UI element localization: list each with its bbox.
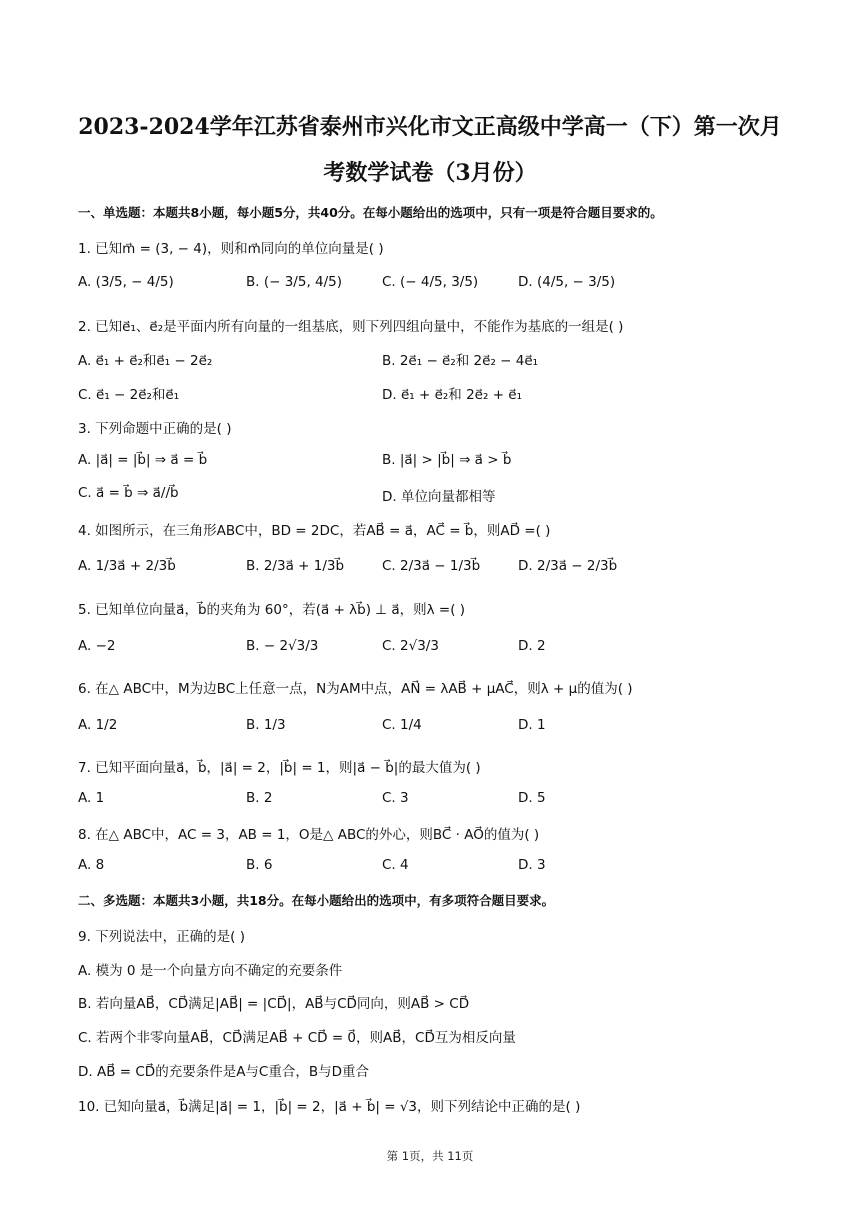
question-2-option-b: B. 2e⃗₁ − e⃗₂和 2e⃗₂ − 4e⃗₁ (382, 353, 539, 369)
exam-title-line2: 考数学试卷（3月份） (323, 160, 537, 186)
question-9-stem: 9. 下列说法中，正确的是( ) (78, 929, 245, 945)
question-8-option-b: B. 6 (246, 857, 273, 873)
question-5-option-c: C. 2√3/3 (382, 638, 439, 654)
question-8-option-d: D. 3 (518, 857, 546, 873)
question-4-option-c: C. 2/3a⃗ − 1/3b⃗ (382, 558, 481, 574)
question-1-option-c: C. (− 4/5, 3/5) (382, 274, 479, 290)
question-5-option-a: A. −2 (78, 638, 116, 654)
question-6-option-d: D. 1 (518, 717, 546, 733)
question-7-stem: 7. 已知平面向量a⃗，b⃗，|a⃗| = 2，|b⃗| = 1，则|a⃗ − b⃗|的最大值为( ) (78, 760, 481, 776)
question-1-option-d: D. (4/5, − 3/5) (518, 274, 616, 290)
question-3-option-b: B. |a⃗| > |b⃗| ⇒ a⃗ > b⃗ (382, 452, 512, 468)
page-footer: 第 1页，共 11页 (386, 1149, 474, 1163)
question-6-option-c: C. 1/4 (382, 717, 422, 733)
question-5-option-d: D. 2 (518, 638, 546, 654)
exam-title-line1: 2023-2024学年江苏省泰州市兴化市文正高级中学高一（下）第一次月 (78, 114, 782, 140)
question-3-option-d: D. 单位向量都相等 (382, 489, 496, 505)
question-4-option-d: D. 2/3a⃗ − 2/3b⃗ (518, 558, 618, 574)
question-2-option-a: A. e⃗₁ + e⃗₂和e⃗₁ − 2e⃗₂ (78, 353, 213, 369)
question-9-option-b: B. 若向量AB⃗，CD⃗满足|AB⃗| = |CD⃗|，AB⃗与CD⃗同向，则AB⃗ > CD⃗ (78, 996, 470, 1012)
question-9-option-d: D. AB⃗ = CD⃗的充要条件是A与C重合，B与D重合 (78, 1064, 370, 1080)
section-single-choice-header: 一、单选题：本题共8小题，每小题5分，共40分。在每小题给出的选项中，只有一项是符合题目要求的。 (78, 205, 663, 220)
question-7-option-b: B. 2 (246, 790, 273, 806)
question-9-option-c: C. 若两个非零向量AB⃗，CD⃗满足AB⃗ + CD⃗ = 0⃗，则AB⃗，CD⃗互为相反向量 (78, 1030, 516, 1046)
question-4-stem: 4. 如图所示，在三角形ABC中，BD = 2DC，若AB⃗ = a⃗，AC⃗ = b⃗，则AD⃗ =( ) (78, 523, 551, 539)
question-6-stem: 6. 在△ ABC中，M为边BC上任意一点，N为AM中点，AN⃗ = λAB⃗ + μAC⃗，则λ + μ的值为( ) (78, 681, 633, 697)
question-3-option-a: A. |a⃗| = |b⃗| ⇒ a⃗ = b⃗ (78, 452, 208, 468)
question-2-option-c: C. e⃗₁ − 2e⃗₂和e⃗₁ (78, 387, 180, 403)
question-8-stem: 8. 在△ ABC中，AC = 3，AB = 1，O是△ ABC的外心，则BC⃗ · AO⃗的值为( ) (78, 827, 540, 843)
question-8-option-c: C. 4 (382, 857, 409, 873)
question-9-option-a: A. 模为 0 是一个向量方向不确定的充要条件 (78, 963, 343, 979)
question-6-option-a: A. 1/2 (78, 717, 118, 733)
question-4-option-a: A. 1/3a⃗ + 2/3b⃗ (78, 558, 176, 574)
question-1-option-b: B. (− 3/5, 4/5) (246, 274, 343, 290)
question-3-option-c: C. a⃗ = b⃗ ⇒ a⃗//b⃗ (78, 485, 179, 501)
question-7-option-d: D. 5 (518, 790, 546, 806)
section-multiple-choice-header: 二、多选题：本题共3小题，共18分。在每小题给出的选项中，有多项符合题目要求。 (78, 893, 555, 908)
question-5-option-b: B. − 2√3/3 (246, 638, 319, 654)
question-1-stem: 1. 已知m⃗ = (3, − 4)，则和m⃗同向的单位向量是( ) (78, 241, 384, 257)
question-2-stem: 2. 已知e⃗₁、e⃗₂是平面内所有向量的一组基底，则下列四组向量中，不能作为基底的一组是( ) (78, 319, 624, 335)
question-6-option-b: B. 1/3 (246, 717, 286, 733)
question-2-option-d: D. e⃗₁ + e⃗₂和 2e⃗₂ + e⃗₁ (382, 387, 523, 403)
question-7-option-c: C. 3 (382, 790, 409, 806)
question-1-option-a: A. (3/5, − 4/5) (78, 274, 174, 290)
question-4-option-b: B. 2/3a⃗ + 1/3b⃗ (246, 558, 345, 574)
question-7-option-a: A. 1 (78, 790, 105, 806)
question-8-option-a: A. 8 (78, 857, 105, 873)
question-10-stem: 10. 已知向量a⃗，b⃗满足|a⃗| = 1，|b⃗| = 2，|a⃗ + b⃗| = √3，则下列结论中正确的是( ) (78, 1099, 581, 1115)
question-5-stem: 5. 已知单位向量a⃗，b⃗的夹角为 60°，若(a⃗ + λb⃗) ⊥ a⃗，则λ =( ) (78, 602, 466, 618)
question-3-stem: 3. 下列命题中正确的是( ) (78, 421, 232, 437)
